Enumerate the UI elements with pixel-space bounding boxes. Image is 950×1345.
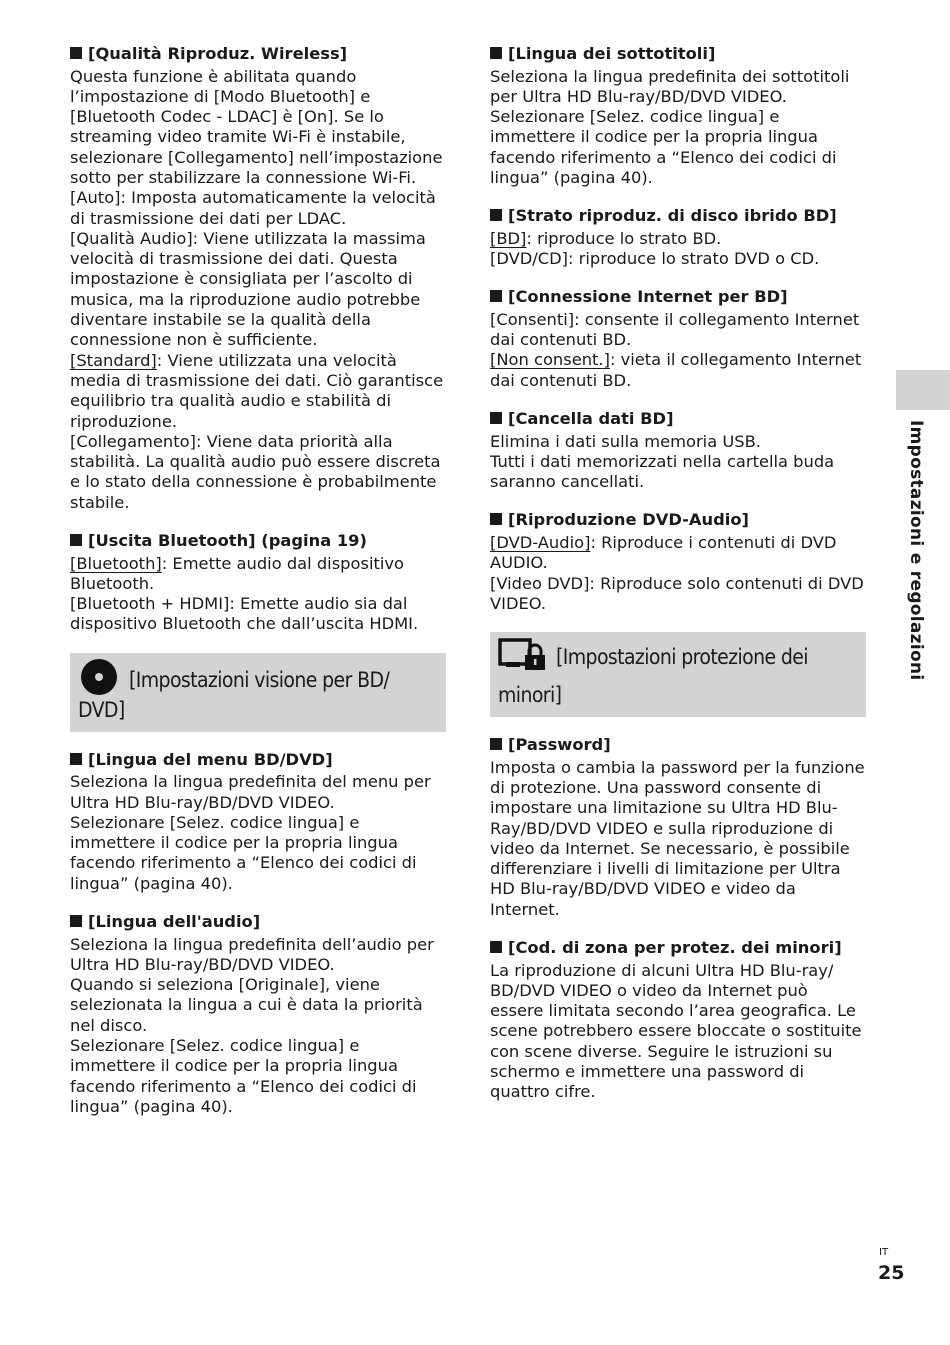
description-paragraph bbox=[70, 813, 446, 894]
section-banner-bd-dvd bbox=[70, 653, 446, 732]
description-text: La riproduzione di alcuni Ultra HD Blu-ray/ BD/DVD VIDEO o video da Internet può essere limitata secondo l’area geografica. Le scene potrebbero essere bloccate o sostituite con scene diverse. Seguire le istruzioni su schermo e immettere una password di quattro cifre. bbox=[490, 960, 862, 1102]
setting-description bbox=[490, 67, 866, 189]
parental-lock-icon bbox=[498, 638, 546, 680]
setting-item bbox=[70, 750, 446, 894]
side-tab bbox=[896, 370, 950, 410]
setting-heading-text: [Lingua del menu BD/DVD] bbox=[88, 749, 333, 769]
setting-heading bbox=[490, 287, 866, 308]
description-paragraph bbox=[490, 432, 866, 452]
description-text: Imposta o cambia la password per la funzione di protezione. Una password consente di impostare una limitazione su Ultra HD Blu-Ray/BD/DVD VIDEO e sulla riproduzione di video da Internet. Se necessario, è possibile differenziare i livelli di limitazione per Ultra HD Blu-ray/BD/DVD VIDEO e video da Internet. bbox=[490, 757, 865, 919]
square-bullet-icon bbox=[70, 753, 82, 765]
setting-heading bbox=[490, 510, 866, 531]
description-paragraph bbox=[490, 350, 866, 391]
default-option: [Non consent.] bbox=[490, 350, 610, 370]
page-number: 25 bbox=[878, 1262, 905, 1284]
description-paragraph bbox=[70, 594, 446, 635]
description-paragraph bbox=[70, 935, 446, 976]
section-title-bd-dvd: [Impostazioni visione per BD/ DVD] bbox=[78, 667, 390, 722]
description-paragraph bbox=[490, 574, 866, 615]
description-text: : Viene utilizzata una velocità media di trasmissione dei dati. Ciò garantisce equilibrio tra qualità audio e stabilità di riproduzione. bbox=[70, 350, 444, 431]
setting-heading bbox=[70, 750, 446, 771]
setting-description bbox=[70, 772, 446, 894]
square-bullet-icon bbox=[490, 738, 502, 750]
setting-description bbox=[490, 229, 866, 270]
description-text: Questa funzione è abilitata quando l’impostazione di [Modo Bluetooth] e [Bluetooth Codec - LDAC] è [On]. Se lo streaming video tramite Wi-Fi è instabile, selezionare [Collegamento] nell’impostazione sotto per stabilizzare la connessione Wi-Fi. bbox=[70, 66, 443, 187]
setting-description bbox=[490, 310, 866, 391]
description-paragraph bbox=[70, 975, 446, 1036]
description-text: [Qualità Audio]: Viene utilizzata la massima velocità di trasmissione dei dati. Questa impostazione è consigliata per l’ascolto di musica, ma la riproduzione audio potrebbe diventare instabile se la qualità della connessione non è sufficiente. bbox=[70, 228, 426, 350]
setting-heading-text: [Strato riproduz. di disco ibrido BD] bbox=[508, 206, 837, 226]
setting-heading bbox=[490, 735, 866, 756]
setting-heading-text: [Lingua dell'audio] bbox=[88, 912, 261, 931]
default-option: [DVD-Audio] bbox=[490, 532, 591, 552]
setting-heading-text: [Password] bbox=[508, 735, 611, 755]
left-items-top bbox=[70, 44, 446, 635]
square-bullet-icon bbox=[490, 941, 502, 953]
square-bullet-icon bbox=[70, 534, 82, 546]
setting-description bbox=[490, 961, 866, 1103]
side-label: Impostazioni e regolazioni bbox=[906, 420, 926, 681]
description-text: Tutti i dati memorizzati nella cartella buda saranno cancellati. bbox=[490, 451, 835, 492]
description-paragraph bbox=[490, 533, 866, 574]
setting-description bbox=[70, 67, 446, 514]
left-column bbox=[70, 44, 446, 1135]
description-paragraph bbox=[70, 229, 446, 351]
setting-item bbox=[70, 44, 446, 513]
description-paragraph bbox=[490, 67, 866, 108]
right-items-bottom bbox=[490, 735, 866, 1102]
setting-description bbox=[70, 935, 446, 1118]
description-paragraph bbox=[70, 67, 446, 189]
description-text: : riproduce lo strato BD. bbox=[526, 228, 722, 248]
description-paragraph bbox=[70, 432, 446, 513]
description-text: Selezionare [Selez. codice lingua] e immettere il codice per la propria lingua facendo riferimento a “Elenco dei codici di lingua” (pagina 40). bbox=[70, 1035, 417, 1116]
setting-description bbox=[490, 758, 866, 920]
square-bullet-icon bbox=[490, 412, 502, 424]
setting-heading bbox=[490, 938, 866, 959]
description-paragraph bbox=[490, 310, 866, 351]
setting-heading-text: [Qualità Riproduz. Wireless] bbox=[88, 44, 348, 63]
setting-description bbox=[490, 533, 866, 614]
description-text: Elimina i dati sulla memoria USB. bbox=[490, 431, 761, 451]
description-text: Seleziona la lingua predefinita dei sottotitoli per Ultra HD Blu-ray/BD/DVD VIDEO. bbox=[490, 66, 850, 106]
description-paragraph bbox=[70, 1036, 446, 1117]
setting-item bbox=[490, 735, 866, 920]
description-text: [Video DVD]: Riproduce solo contenuti di DVD VIDEO. bbox=[490, 573, 864, 613]
right-column bbox=[490, 44, 866, 1121]
square-bullet-icon bbox=[490, 47, 502, 59]
description-paragraph bbox=[490, 229, 866, 249]
setting-heading bbox=[70, 531, 446, 552]
description-text: Seleziona la lingua predefinita dell’audio per Ultra HD Blu-ray/BD/DVD VIDEO. bbox=[70, 934, 434, 974]
setting-heading bbox=[490, 44, 866, 65]
setting-item bbox=[490, 44, 866, 188]
default-option: [Standard] bbox=[70, 350, 157, 370]
description-text: [Consenti]: consente il collegamento Internet dai contenuti BD. bbox=[490, 309, 860, 350]
description-text: Seleziona la lingua predefinita del menu per Ultra HD Blu-ray/BD/DVD VIDEO. bbox=[70, 772, 431, 812]
section-title-parental: [Impostazioni protezione dei minori] bbox=[498, 645, 808, 708]
description-paragraph bbox=[490, 961, 866, 1103]
description-paragraph bbox=[70, 554, 446, 595]
setting-heading-text: [Connessione Internet per BD] bbox=[508, 287, 788, 307]
setting-heading bbox=[490, 206, 866, 227]
description-text: : Riproduce i contenuti di DVD AUDIO. bbox=[490, 532, 837, 573]
setting-heading-text: [Lingua dei sottotitoli] bbox=[508, 44, 716, 63]
setting-item bbox=[70, 531, 446, 635]
setting-description bbox=[490, 432, 866, 493]
description-paragraph bbox=[490, 249, 866, 269]
setting-item bbox=[490, 287, 866, 391]
description-text: Selezionare [Selez. codice lingua] e immettere il codice per la propria lingua facendo riferimento a “Elenco dei codici di lingua” (pagina 40). bbox=[70, 812, 417, 893]
square-bullet-icon bbox=[490, 209, 502, 221]
description-text: [Collegamento]: Viene data priorità alla stabilità. La qualità audio può essere discreta e lo stato della connessione è probabilmente stabile. bbox=[70, 431, 441, 512]
description-text: [Auto]: Imposta automaticamente la velocità di trasmissione dei dati per LDAC. bbox=[70, 188, 436, 228]
setting-heading-text: [Cod. di zona per protez. dei minori] bbox=[508, 938, 842, 958]
setting-heading-text: [Uscita Bluetooth] (pagina 19) bbox=[88, 531, 367, 551]
setting-heading bbox=[490, 409, 866, 430]
square-bullet-icon bbox=[490, 290, 502, 302]
left-items-bottom bbox=[70, 750, 446, 1117]
setting-item bbox=[490, 938, 866, 1103]
disc-icon bbox=[81, 659, 117, 695]
default-option: [Bluetooth] bbox=[70, 553, 162, 573]
square-bullet-icon bbox=[70, 47, 82, 59]
description-paragraph bbox=[490, 452, 866, 493]
language-code: IT bbox=[879, 1247, 889, 1258]
setting-item bbox=[490, 510, 866, 614]
description-text: Selezionare [Selez. codice lingua] e immettere il codice per la propria lingua facendo riferimento a “Elenco dei codici di lingua” (pagina 40). bbox=[490, 107, 837, 187]
setting-heading bbox=[70, 44, 446, 65]
description-paragraph bbox=[490, 758, 866, 920]
setting-item bbox=[70, 912, 446, 1117]
setting-description bbox=[70, 554, 446, 635]
square-bullet-icon bbox=[490, 513, 502, 525]
description-text: [DVD/CD]: riproduce lo strato DVD o CD. bbox=[490, 249, 820, 269]
setting-heading bbox=[70, 912, 446, 933]
description-paragraph bbox=[70, 188, 446, 229]
square-bullet-icon bbox=[70, 915, 82, 927]
description-text: [Bluetooth + HDMI]: Emette audio sia dal dispositivo Bluetooth che dall’uscita HDMI. bbox=[70, 594, 419, 634]
description-text: : Emette audio dal dispositivo Bluetooth. bbox=[70, 553, 404, 593]
setting-item bbox=[490, 206, 866, 269]
section-banner-parental bbox=[490, 632, 866, 717]
default-option: [BD] bbox=[490, 228, 527, 248]
description-text: : vieta il collegamento Internet dai contenuti BD. bbox=[490, 350, 862, 390]
right-items-top bbox=[490, 44, 866, 614]
setting-heading-text: [Riproduzione DVD-Audio] bbox=[508, 510, 749, 530]
setting-heading-text: [Cancella dati BD] bbox=[508, 409, 674, 429]
description-paragraph bbox=[70, 351, 446, 432]
description-paragraph bbox=[70, 772, 446, 813]
description-text: Quando si seleziona [Originale], viene selezionata la lingua a cui è data la priorità nel disco. bbox=[70, 975, 423, 1035]
setting-item bbox=[490, 409, 866, 492]
description-paragraph bbox=[490, 107, 866, 188]
